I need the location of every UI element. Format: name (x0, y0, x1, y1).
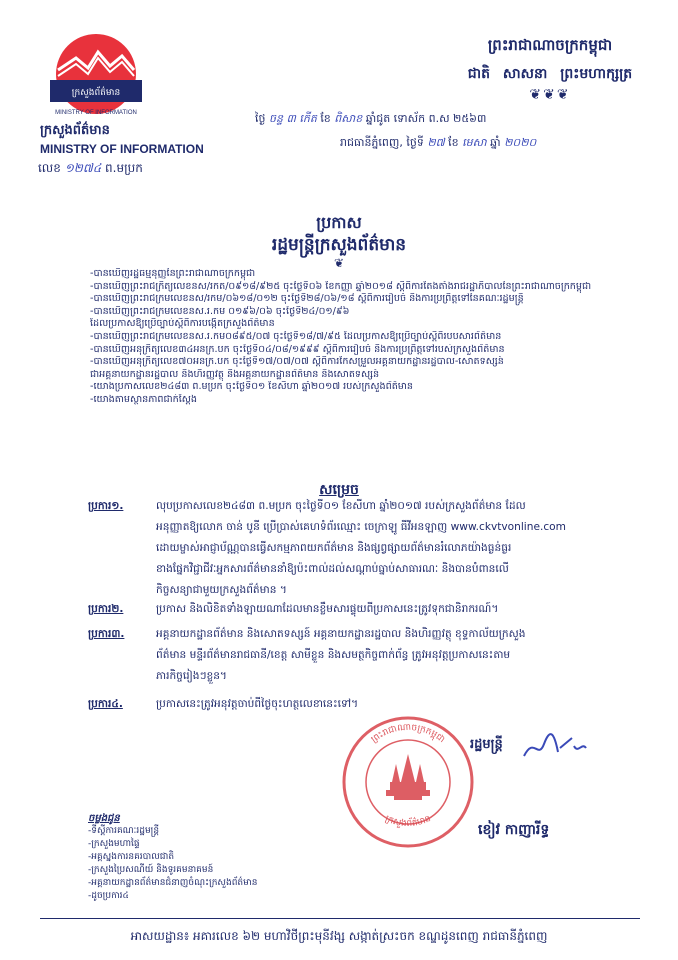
logo-emblem-icon (36, 28, 156, 120)
article-line: ដោយម្ចាស់អាជ្ញាប័ណ្ណបានធ្វើសកម្មភាពយកព័ត៌មាន និងផ្សព្វផ្សាយព័ត៌មានរំលោភយ៉ាងធ្ងន់ធ្ងរ (156, 542, 512, 554)
ministry-logo (28, 28, 178, 120)
article-line: លុបប្រកាសលេខ២៤៨៣ ព.មប្រក ចុះថ្ងៃទី០១ ខែសីហា ឆ្នាំ២០១៧ របស់ក្រសួងព័ត៌មាន ដែល (156, 500, 526, 512)
stamp-bottom-text: ក្រសួងព័ត៌មាន (383, 813, 433, 830)
article-line: ប្រកាសនេះត្រូវអនុវត្តចាប់ពីថ្ងៃចុះហត្ថលេខានេះទៅ។ (156, 698, 359, 710)
considerations-list (90, 268, 630, 407)
consideration-item: -បានឃើញព្រះរាជក្រមលេខនស.រ.កម០៨៩៥/០៧ ចុះថ្ងៃទី១៨/៧/៩៥ ដែលប្រកាសឱ្យប្រើច្បាប់ស្ដីពីរបបសារព័ត៌មាន (90, 330, 502, 342)
article-label: ប្រការ១. (88, 500, 124, 512)
ref-number: ១២៧៤ (64, 161, 102, 175)
recipients-title: ចម្លងជូន (88, 813, 120, 824)
article-line: ខាងផ្នែកវិជ្ជាជីវៈអ្នកសារព័ត៌មាននាំឱ្យប៉ះពាល់ដល់សណ្ដាប់ធ្នាប់សាធារណៈ និងបានបំពានលើ (156, 563, 509, 575)
ministry-name-en: MINISTRY OF INFORMATION (40, 142, 204, 156)
consideration-item: -បានឃើញអនុក្រឹត្យលេខ៣៤អនក្រ.បក ចុះថ្ងៃទី០៤/០៨/១៩៩៩ ស្ដីពីការរៀបចំ និងការប្រព្រឹត្តទៅរបស់ក្រសួងព័ត៌មាន (90, 343, 505, 355)
svg-text:ព្រះរាជាណាចក្រកម្ពុជា (370, 723, 447, 745)
solar-month-prefix: ខែ (448, 136, 459, 149)
signatory-name: ខៀវ កាញារីទ្ធ (478, 822, 550, 838)
recipient-item: -ដូចប្រការ៤ (88, 891, 129, 901)
footer-address: អាសយដ្ឋាន៖ អគារលេខ ៦២ មហាវិថីព្រះមុនីវង្ស សង្កាត់ស្រះចក ខណ្ឌដូនពេញ រាជធានីភ្នំពេញ (130, 929, 548, 943)
article-line: អគ្គនាយកដ្ឋានព័ត៌មាន និងសោតទស្សន៍ អគ្គនាយកដ្ឋានរដ្ឋបាល និងហិរញ្ញវត្ថុ ខុទ្ទកាល័យក្រសួង (156, 628, 526, 640)
lunar-suffix: ឆ្នាំជូត ទោស័ក ព.ស ២៥៦៣ (365, 112, 487, 125)
handwritten-signature (520, 726, 590, 766)
stamp-top-text: ព្រះរាជាណាចក្រកម្ពុជា (369, 722, 447, 746)
solar-prefix: រាជធានីភ្នំពេញ, ថ្ងៃទី (340, 136, 424, 149)
article-line: កិច្ចសន្យាជាមួយក្រសួងព័ត៌មាន ។ (156, 584, 287, 596)
recipient-item: -អគ្គនាយកដ្ឋានព័ត៌មានជំនាញចំណុះក្រសួងព័ត៌មាន (88, 878, 258, 888)
article-line: ភារកិច្ចរៀងៗខ្លួន។ (156, 670, 227, 682)
ref-suffix: ព.មប្រក (105, 161, 143, 175)
reference-number (38, 160, 143, 178)
article-line: ប្រកាស និងលិខិតទាំងឡាយណាដែលមានខ្លឹមសារផ្ទុយពីប្រកាសនេះត្រូវទុកជានិរាករណ៍។ (156, 603, 499, 615)
document-type-title: ប្រកាស (316, 213, 362, 232)
title-ornament: ❦ (333, 256, 345, 270)
signatory-title: រដ្ឋមន្ត្រី (470, 737, 503, 752)
issuer-title: រដ្ឋមន្ត្រីក្រសួងព័ត៌មាន (271, 235, 407, 255)
lunar-prefix: ថ្ងៃ (255, 112, 266, 125)
consideration-item: -បានឃើញព្រះរាជក្រមលេខនស.រ.កម ០១៩៦/០៦ ចុះថ្ងៃទី២៤/០១/៩៦ (90, 305, 350, 317)
lunar-month-prefix: ខែ (320, 112, 331, 125)
svg-text:ក្រសួងព័ត៌មាន (383, 814, 432, 829)
solar-year-prefix: ឆ្នាំ (490, 136, 501, 149)
recipients-list (88, 812, 257, 903)
article-line: ព័ត៌មាន មន្ទីរព័ត៌មានរាជធានី/ខេត្ត សាមីខ្លួន និងសមត្ថកិច្ចពាក់ព័ន្ធ ត្រូវអនុវត្តប្រកាសនេះតាម (156, 649, 511, 661)
ref-prefix: លេខ (38, 161, 61, 175)
consideration-item: -បានឃើញព្រះរាជក្រឹត្យលេខនស/រកត/០៩១៨/៩២៥ ចុះថ្ងៃទី០៦ ខែកញ្ញា ឆ្នាំ២០១៨ ស្ដីពីការតែងតាំងរាជរដ្ឋាភិបាលនៃព្រះរាជាណាចក្រកម្ពុជា (90, 280, 592, 292)
ministry-name-kh: ក្រសួងព័ត៌មាន (40, 123, 110, 138)
solar-date (340, 136, 536, 152)
consideration-item: -បានឃើញរដ្ឋធម្មនុញ្ញនៃព្រះរាជាណាចក្រកម្ពុជា (90, 268, 256, 279)
article-3 (88, 624, 648, 687)
decision-heading: សម្រេច (319, 482, 359, 498)
article-label: ប្រការ៣. (88, 628, 125, 640)
article-1 (88, 496, 648, 601)
consideration-item: ជាអគ្គនាយកដ្ឋានរដ្ឋបាល និងហិរញ្ញវត្ថុ និងអគ្គនាយកដ្ឋានព័ត៌មាន និងសោតទស្សន៍ (90, 368, 380, 380)
recipient-item: -ក្រសួងប្រៃសណីយ៍ និងទូរគមនាគមន៍ (88, 865, 214, 875)
article-2 (88, 599, 648, 620)
kingdom-line1: ព្រះរាជាណាចក្រកម្ពុជា (487, 36, 613, 54)
recipient-item: -អគ្គស្នងការនគរបាលជាតិ (88, 852, 175, 862)
consideration-item: ដែលប្រកាសឱ្យប្រើច្បាប់ស្ដីពីការបង្កើតក្រសួងព័ត៌មាន (90, 318, 275, 330)
lunar-date (255, 112, 486, 128)
lunar-month: ពិសាខ (334, 112, 363, 125)
footer-divider (40, 918, 640, 919)
consideration-item: -យោងតាមស្ថានភាពជាក់ស្ដែង (90, 393, 197, 405)
article-label: ប្រការ២. (88, 603, 124, 615)
logo-en-text: MINISTRY OF INFORMATION (55, 110, 137, 116)
consideration-item: -បានឃើញព្រះរាជក្រមលេខនស/រកម/០៦១៨/០១២ ចុះថ្ងៃទី២៨/០៦/១៨ ស្ដីពីការរៀបចំ និងការប្រព្រឹត្តទៅនៃគណៈរដ្ឋមន្ត្រី (90, 293, 524, 305)
angkor-temple-icon (386, 754, 430, 800)
recipient-item: -ក្រសួងមហាផ្ទៃ (88, 839, 140, 849)
consideration-item: -យោងប្រកាសលេខ២៤៨៣ ព.មប្រក ចុះថ្ងៃទី០១ ខែសីហា ឆ្នាំ២០១៧ របស់ក្រសួងព័ត៌មាន (90, 381, 414, 393)
solar-day: ២៧ (427, 136, 445, 149)
kingdom-header (440, 36, 660, 103)
logo-kh-text: ក្រសួងព័ត៌មាន (71, 88, 121, 98)
consideration-item: -បានឃើញអនុក្រឹត្យលេខ៧០អនក្រ.បក ចុះថ្ងៃទី១៧/០៧/០៧ ស្ដីពីការកែសម្រួលអគ្គនាយកដ្ឋានរដ្ឋបាល-សោតទស្សន៍ (90, 356, 504, 368)
official-stamp (338, 712, 478, 852)
lunar-day: ចន្ទ ៣ កើត (268, 112, 317, 125)
solar-year: ២០២០ (504, 136, 537, 149)
kingdom-line2: ជាតិ សាសនា ព្រះមហាក្សត្រ (467, 66, 633, 82)
article-label: ប្រការ៤. (88, 698, 123, 710)
article-line: អនុញ្ញាតឱ្យលោក ចាន់ បូនី ប្រើប្រាស់គេហទំព័រឈ្មោះ ចេក្រាឡូ ធីវីអនឡាញ www.ckvtvonline.com (156, 521, 566, 533)
solar-month: មេសា (462, 136, 487, 149)
kingdom-ornament: ❦❦❦ (529, 87, 571, 103)
recipient-item: -ទីស្ដីការគណៈរដ្ឋមន្ត្រី (88, 826, 160, 836)
